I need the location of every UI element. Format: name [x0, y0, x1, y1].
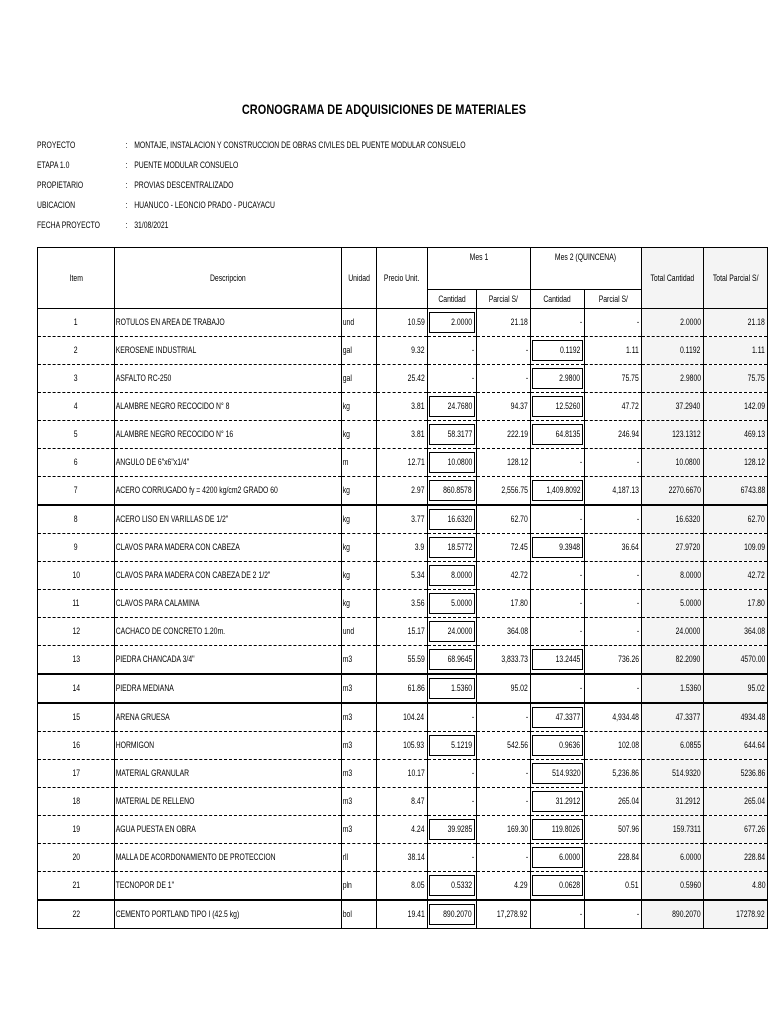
- info-line: [37, 140, 466, 151]
- cell-mes1-cantidad: 18.5772: [427, 534, 477, 562]
- cell-mes1-cantidad: 10.0800: [427, 449, 477, 477]
- cell-unidad: bol: [342, 900, 377, 929]
- table-row: [38, 703, 768, 732]
- cell-item: 18: [38, 788, 115, 816]
- cell-precio: 10.17: [377, 760, 427, 788]
- cell-mes1-cantidad: -: [427, 703, 477, 732]
- cell-mes2-cantidad: -: [530, 590, 585, 618]
- cell-descripcion: ANGULO DE 6"x6"x1/4": [114, 449, 341, 477]
- info-key: ETAPA 1.0: [37, 160, 70, 171]
- cell-mes1-parcial: -: [477, 365, 531, 393]
- cell-total-parcial: 128.12: [703, 449, 767, 477]
- cell-item: 6: [38, 449, 115, 477]
- cell-mes2-cantidad: 0.9636: [530, 732, 585, 760]
- header-item: Item: [38, 248, 115, 309]
- cell-descripcion: HORMIGON: [114, 732, 341, 760]
- cell-mes1-parcial: -: [477, 788, 531, 816]
- cell-item: 7: [38, 477, 115, 506]
- cell-total-cantidad: 31.2912: [641, 788, 703, 816]
- cell-item: 19: [38, 816, 115, 844]
- cell-mes2-parcial: 0.51: [585, 872, 642, 901]
- cell-unidad: m: [342, 449, 377, 477]
- cell-mes1-parcial: 542.56: [477, 732, 531, 760]
- cell-mes1-parcial: 42.72: [477, 562, 531, 590]
- cell-item: 15: [38, 703, 115, 732]
- cell-unidad: kg: [342, 393, 377, 421]
- header-total-cantidad: Total Cantidad: [641, 248, 703, 309]
- cell-precio: 2.97: [377, 477, 427, 506]
- cell-total-cantidad: 6.0855: [641, 732, 703, 760]
- cell-mes2-parcial: -: [585, 309, 642, 337]
- cell-mes1-parcial: 17.80: [477, 590, 531, 618]
- cell-mes1-parcial: 222.19: [477, 421, 531, 449]
- cell-total-parcial: 4934.48: [703, 703, 767, 732]
- info-value: MONTAJE, INSTALACION Y CONSTRUCCION DE OBRAS CIVILES DEL PUENTE MODULAR CONSUELO: [134, 140, 466, 151]
- cell-total-parcial: 5236.86: [703, 760, 767, 788]
- cell-item: 20: [38, 844, 115, 872]
- cell-descripcion: TECNOPOR DE 1": [114, 872, 341, 901]
- cell-mes2-parcial: 4,934.48: [585, 703, 642, 732]
- table-row: [38, 534, 768, 562]
- cell-total-cantidad: 5.0000: [641, 590, 703, 618]
- table-row: [38, 421, 768, 449]
- table-body: [38, 309, 768, 929]
- cell-item: 14: [38, 674, 115, 703]
- table-row: [38, 788, 768, 816]
- cell-total-cantidad: 37.2940: [641, 393, 703, 421]
- info-line: [37, 180, 233, 191]
- cell-total-parcial: 6743.88: [703, 477, 767, 506]
- cell-mes2-parcial: 36.64: [585, 534, 642, 562]
- cell-total-parcial: 265.04: [703, 788, 767, 816]
- cell-total-parcial: 4.80: [703, 872, 767, 901]
- cell-descripcion: MALLA DE ACORDONAMIENTO DE PROTECCION: [114, 844, 341, 872]
- cell-total-cantidad: 6.0000: [641, 844, 703, 872]
- header-total-parcial: Total Parcial S/: [703, 248, 767, 309]
- cell-precio: 15.17: [377, 618, 427, 646]
- cell-mes1-cantidad: -: [427, 760, 477, 788]
- cell-total-cantidad: 10.0800: [641, 449, 703, 477]
- cell-mes2-cantidad: 31.2912: [530, 788, 585, 816]
- cell-mes2-cantidad: 119.8026: [530, 816, 585, 844]
- cell-mes1-cantidad: 68.9645: [427, 646, 477, 675]
- cell-descripcion: ASFALTO RC-250: [114, 365, 341, 393]
- cell-descripcion: AGUA PUESTA EN OBRA: [114, 816, 341, 844]
- info-line: [37, 220, 168, 231]
- cell-mes2-parcial: -: [585, 590, 642, 618]
- cell-item: 3: [38, 365, 115, 393]
- cell-precio: 10.59: [377, 309, 427, 337]
- table-row: [38, 393, 768, 421]
- cell-total-cantidad: 890.2070: [641, 900, 703, 929]
- cell-unidad: kg: [342, 421, 377, 449]
- cell-mes2-cantidad: -: [530, 562, 585, 590]
- cell-mes2-cantidad: 47.3377: [530, 703, 585, 732]
- cell-mes1-parcial: -: [477, 844, 531, 872]
- info-value: PROVIAS DESCENTRALIZADO: [134, 180, 234, 191]
- header-mes2: Mes 2 (QUINCENA): [530, 248, 641, 290]
- info-colon: :: [125, 160, 128, 171]
- table-row: [38, 309, 768, 337]
- cell-total-cantidad: 16.6320: [641, 505, 703, 534]
- cell-descripcion: ALAMBRE NEGRO RECOCIDO N° 8: [114, 393, 341, 421]
- cell-mes2-cantidad: 9.3948: [530, 534, 585, 562]
- cell-mes1-cantidad: 890.2070: [427, 900, 477, 929]
- cell-mes1-parcial: 4.29: [477, 872, 531, 901]
- cell-mes1-cantidad: 5.0000: [427, 590, 477, 618]
- table-row: [38, 337, 768, 365]
- cell-precio: 3.9: [377, 534, 427, 562]
- cell-mes1-parcial: 169.30: [477, 816, 531, 844]
- cell-mes2-cantidad: 64.8135: [530, 421, 585, 449]
- cell-mes2-cantidad: 0.1192: [530, 337, 585, 365]
- cell-total-parcial: 75.75: [703, 365, 767, 393]
- cell-precio: 8.05: [377, 872, 427, 901]
- header-mes1: Mes 1: [427, 248, 530, 290]
- cell-precio: 8.47: [377, 788, 427, 816]
- info-line: [37, 200, 275, 211]
- cell-item: 8: [38, 505, 115, 534]
- cell-mes1-parcial: 3,833.73: [477, 646, 531, 675]
- cell-unidad: m3: [342, 732, 377, 760]
- cell-total-parcial: 95.02: [703, 674, 767, 703]
- info-colon: :: [125, 220, 128, 231]
- cell-total-parcial: 42.72: [703, 562, 767, 590]
- cell-descripcion: CEMENTO PORTLAND TIPO I (42.5 kg): [114, 900, 341, 929]
- cell-descripcion: MATERIAL DE RELLENO: [114, 788, 341, 816]
- table-row: [38, 618, 768, 646]
- cell-precio: 38.14: [377, 844, 427, 872]
- cell-precio: 105.93: [377, 732, 427, 760]
- cell-unidad: kg: [342, 505, 377, 534]
- cell-descripcion: CLAVOS PARA CALAMINA: [114, 590, 341, 618]
- cell-mes1-cantidad: 16.6320: [427, 505, 477, 534]
- materials-table: [37, 247, 768, 929]
- cell-mes1-parcial: -: [477, 760, 531, 788]
- cell-descripcion: PIEDRA CHANCADA 3/4": [114, 646, 341, 675]
- cell-mes2-parcial: -: [585, 618, 642, 646]
- cell-mes2-parcial: 4,187.13: [585, 477, 642, 506]
- cell-mes2-parcial: -: [585, 900, 642, 929]
- cell-precio: 61.86: [377, 674, 427, 703]
- cell-unidad: kg: [342, 590, 377, 618]
- cell-total-parcial: 142.09: [703, 393, 767, 421]
- table-row: [38, 816, 768, 844]
- cell-total-parcial: 17278.92: [703, 900, 767, 929]
- cell-mes1-parcial: 62.70: [477, 505, 531, 534]
- cell-total-cantidad: 8.0000: [641, 562, 703, 590]
- cell-unidad: pln: [342, 872, 377, 901]
- info-key: PROPIETARIO: [37, 180, 84, 191]
- info-key: UBICACION: [37, 200, 76, 211]
- cell-unidad: m3: [342, 646, 377, 675]
- cell-total-cantidad: 2.0000: [641, 309, 703, 337]
- cell-descripcion: ACERO CORRUGADO fy = 4200 kg/cm2 GRADO 60: [114, 477, 341, 506]
- cell-descripcion: ROTULOS EN AREA DE TRABAJO: [114, 309, 341, 337]
- info-key: FECHA PROYECTO: [37, 220, 100, 231]
- cell-mes2-parcial: 1.11: [585, 337, 642, 365]
- header-descripcion: Descripcion: [114, 248, 341, 309]
- cell-mes1-parcial: 128.12: [477, 449, 531, 477]
- table-row: [38, 449, 768, 477]
- cell-unidad: m3: [342, 816, 377, 844]
- cell-mes1-parcial: 72.45: [477, 534, 531, 562]
- cell-mes2-cantidad: -: [530, 449, 585, 477]
- header-unidad: Unidad: [342, 248, 377, 309]
- cell-precio: 104.24: [377, 703, 427, 732]
- cell-item: 1: [38, 309, 115, 337]
- cell-mes2-cantidad: 514.9320: [530, 760, 585, 788]
- cell-mes2-cantidad: -: [530, 674, 585, 703]
- table-row: [38, 760, 768, 788]
- info-key: PROYECTO: [37, 140, 76, 151]
- header-mes1-cantidad: Cantidad: [427, 290, 477, 309]
- cell-mes2-parcial: 102.08: [585, 732, 642, 760]
- info-line: [37, 160, 238, 171]
- table-row: [38, 732, 768, 760]
- cell-mes1-parcial: 364.08: [477, 618, 531, 646]
- cell-mes2-parcial: 5,236.86: [585, 760, 642, 788]
- cell-unidad: m3: [342, 788, 377, 816]
- info-value: HUANUCO - LEONCIO PRADO - PUCAYACU: [134, 200, 275, 211]
- cell-total-parcial: 21.18: [703, 309, 767, 337]
- table-row: [38, 477, 768, 506]
- cell-mes1-cantidad: -: [427, 365, 477, 393]
- cell-descripcion: CLAVOS PARA MADERA CON CABEZA: [114, 534, 341, 562]
- cell-total-parcial: 62.70: [703, 505, 767, 534]
- cell-mes1-cantidad: -: [427, 844, 477, 872]
- cell-total-parcial: 228.84: [703, 844, 767, 872]
- cell-mes1-cantidad: 8.0000: [427, 562, 477, 590]
- cell-total-cantidad: 0.1192: [641, 337, 703, 365]
- table-row: [38, 646, 768, 675]
- cell-total-cantidad: 47.3377: [641, 703, 703, 732]
- cell-mes1-cantidad: 2.0000: [427, 309, 477, 337]
- cell-descripcion: ACERO LISO EN VARILLAS DE 1/2": [114, 505, 341, 534]
- cell-mes2-parcial: 736.26: [585, 646, 642, 675]
- cell-total-parcial: 1.11: [703, 337, 767, 365]
- cell-item: 11: [38, 590, 115, 618]
- cell-precio: 25.42: [377, 365, 427, 393]
- cell-total-cantidad: 27.9720: [641, 534, 703, 562]
- cell-precio: 9.32: [377, 337, 427, 365]
- cell-unidad: rll: [342, 844, 377, 872]
- cell-item: 13: [38, 646, 115, 675]
- cell-precio: 3.81: [377, 393, 427, 421]
- cell-mes1-cantidad: 58.3177: [427, 421, 477, 449]
- cell-mes2-cantidad: -: [530, 900, 585, 929]
- cell-total-cantidad: 2270.6670: [641, 477, 703, 506]
- cell-unidad: m3: [342, 674, 377, 703]
- header-mes1-parcial: Parcial S/: [477, 290, 531, 309]
- info-colon: :: [125, 180, 128, 191]
- cell-mes2-parcial: 507.96: [585, 816, 642, 844]
- cell-total-parcial: 4570.00: [703, 646, 767, 675]
- cell-total-cantidad: 514.9320: [641, 760, 703, 788]
- cell-total-parcial: 17.80: [703, 590, 767, 618]
- cell-item: 21: [38, 872, 115, 901]
- cell-precio: 4.24: [377, 816, 427, 844]
- cell-total-cantidad: 82.2090: [641, 646, 703, 675]
- cell-mes2-parcial: 246.94: [585, 421, 642, 449]
- cell-unidad: m3: [342, 760, 377, 788]
- cell-precio: 19.41: [377, 900, 427, 929]
- cell-mes1-cantidad: -: [427, 788, 477, 816]
- cell-mes1-cantidad: 860.8578: [427, 477, 477, 506]
- cell-mes1-cantidad: -: [427, 337, 477, 365]
- cell-unidad: und: [342, 309, 377, 337]
- cell-mes2-parcial: 47.72: [585, 393, 642, 421]
- table-row: [38, 562, 768, 590]
- cell-item: 22: [38, 900, 115, 929]
- cell-unidad: kg: [342, 477, 377, 506]
- cell-mes2-parcial: -: [585, 562, 642, 590]
- cell-descripcion: ALAMBRE NEGRO RECOCIDO N° 16: [114, 421, 341, 449]
- cell-total-cantidad: 0.5960: [641, 872, 703, 901]
- header-mes2-parcial: Parcial S/: [585, 290, 642, 309]
- cell-total-cantidad: 1.5360: [641, 674, 703, 703]
- cell-mes1-parcial: -: [477, 337, 531, 365]
- info-colon: :: [125, 200, 128, 211]
- cell-total-parcial: 109.09: [703, 534, 767, 562]
- cell-unidad: kg: [342, 562, 377, 590]
- cell-descripcion: CACHACO DE CONCRETO 1.20m.: [114, 618, 341, 646]
- cell-mes2-parcial: 265.04: [585, 788, 642, 816]
- cell-unidad: gal: [342, 365, 377, 393]
- cell-descripcion: PIEDRA MEDIANA: [114, 674, 341, 703]
- table-row: [38, 674, 768, 703]
- info-colon: :: [125, 140, 128, 151]
- table-row: [38, 872, 768, 901]
- cell-item: 16: [38, 732, 115, 760]
- cell-mes2-parcial: -: [585, 505, 642, 534]
- cell-mes1-parcial: 2,556.75: [477, 477, 531, 506]
- cell-total-parcial: 644.64: [703, 732, 767, 760]
- cell-mes2-cantidad: 13.2445: [530, 646, 585, 675]
- cell-mes1-cantidad: 1.5360: [427, 674, 477, 703]
- cell-total-parcial: 469.13: [703, 421, 767, 449]
- table-row: [38, 900, 768, 929]
- cell-unidad: m3: [342, 703, 377, 732]
- cell-unidad: und: [342, 618, 377, 646]
- cell-precio: 5.34: [377, 562, 427, 590]
- cell-descripcion: KEROSENE INDUSTRIAL: [114, 337, 341, 365]
- cell-item: 4: [38, 393, 115, 421]
- cell-mes2-cantidad: 6.0000: [530, 844, 585, 872]
- cell-descripcion: MATERIAL GRANULAR: [114, 760, 341, 788]
- cell-precio: 3.77: [377, 505, 427, 534]
- table-row: [38, 844, 768, 872]
- cell-unidad: gal: [342, 337, 377, 365]
- cell-item: 2: [38, 337, 115, 365]
- cell-mes1-cantidad: 39.9285: [427, 816, 477, 844]
- cell-mes1-cantidad: 0.5332: [427, 872, 477, 901]
- cell-mes2-parcial: -: [585, 449, 642, 477]
- cell-item: 12: [38, 618, 115, 646]
- page-title: CRONOGRAMA DE ADQUISICIONES DE MATERIALES: [241, 101, 527, 117]
- cell-item: 9: [38, 534, 115, 562]
- cell-mes2-cantidad: -: [530, 505, 585, 534]
- cell-mes2-cantidad: 1,409.8092: [530, 477, 585, 506]
- table-row: [38, 365, 768, 393]
- header-mes2-cantidad: Cantidad: [530, 290, 585, 309]
- cell-item: 17: [38, 760, 115, 788]
- cell-precio: 3.81: [377, 421, 427, 449]
- cell-mes2-parcial: -: [585, 674, 642, 703]
- cell-mes1-cantidad: 5.1219: [427, 732, 477, 760]
- cell-mes2-cantidad: -: [530, 618, 585, 646]
- cell-precio: 12.71: [377, 449, 427, 477]
- cell-mes2-cantidad: 12.5260: [530, 393, 585, 421]
- cell-total-cantidad: 123.1312: [641, 421, 703, 449]
- cell-mes2-parcial: 228.84: [585, 844, 642, 872]
- cell-total-cantidad: 2.9800: [641, 365, 703, 393]
- cell-mes1-parcial: 21.18: [477, 309, 531, 337]
- table-row: [38, 590, 768, 618]
- cell-precio: 55.59: [377, 646, 427, 675]
- cell-descripcion: ARENA GRUESA: [114, 703, 341, 732]
- cell-mes1-parcial: -: [477, 703, 531, 732]
- header-precio: Precio Unit.: [377, 248, 427, 309]
- cell-mes1-cantidad: 24.0000: [427, 618, 477, 646]
- cell-mes1-cantidad: 24.7680: [427, 393, 477, 421]
- cell-mes2-parcial: 75.75: [585, 365, 642, 393]
- cell-total-cantidad: 24.0000: [641, 618, 703, 646]
- cell-mes2-cantidad: 0.0628: [530, 872, 585, 901]
- cell-unidad: kg: [342, 534, 377, 562]
- cell-mes1-parcial: 17,278.92: [477, 900, 531, 929]
- cell-mes2-cantidad: 2.9800: [530, 365, 585, 393]
- cell-descripcion: CLAVOS PARA MADERA CON CABEZA DE 2 1/2": [114, 562, 341, 590]
- table-row: [38, 505, 768, 534]
- cell-mes1-parcial: 94.37: [477, 393, 531, 421]
- info-value: PUENTE MODULAR CONSUELO: [134, 160, 239, 171]
- cell-total-parcial: 364.08: [703, 618, 767, 646]
- cell-item: 5: [38, 421, 115, 449]
- cell-total-parcial: 677.26: [703, 816, 767, 844]
- cell-mes2-cantidad: -: [530, 309, 585, 337]
- cell-item: 10: [38, 562, 115, 590]
- cell-precio: 3.56: [377, 590, 427, 618]
- cell-mes1-parcial: 95.02: [477, 674, 531, 703]
- cell-total-cantidad: 159.7311: [641, 816, 703, 844]
- info-value: 31/08/2021: [134, 220, 169, 231]
